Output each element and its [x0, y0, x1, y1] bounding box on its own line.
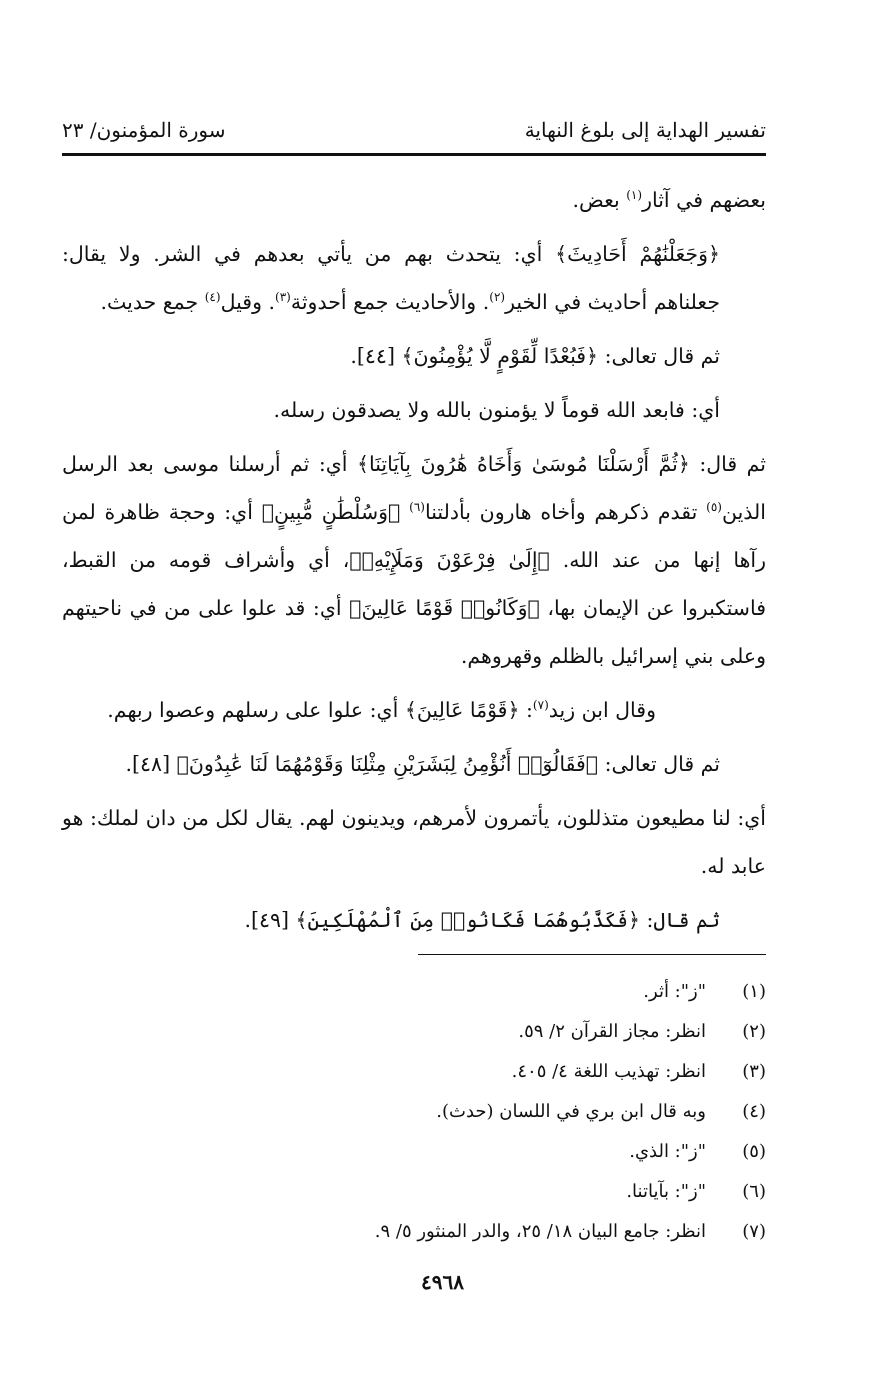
footnote-ref: (٤) — [204, 290, 221, 305]
quran-verse: ﴿ثُمَّ أَرْسَلْنَا مُوسَىٰ وَأَخَاهُ هَٰرُونَ بِآيَاتِنَا﴾ — [356, 452, 690, 476]
footnote-text: انظر: مجاز القرآن ٢/ ٥٩. — [518, 1021, 706, 1042]
body-text: جمع حديث. — [100, 290, 205, 314]
body-text: وقال ابن زيد — [548, 698, 656, 722]
footnote-text: "ز": الذي. — [629, 1141, 706, 1162]
body-text: أي: قد علوا على من في ناحيتهم وعلى بني إسرائيل بالظلم وقهروهم. — [62, 596, 766, 668]
footnote-text: انظر: تهذيب اللغة ٤/ ٤٠٥. — [511, 1061, 706, 1082]
footnote-ref: (٣) — [275, 290, 291, 305]
footnote-ref: (٥) — [706, 500, 722, 515]
footnote-number: (١) — [742, 981, 766, 1002]
body-paragraph — [62, 740, 766, 788]
footnote-ref: (٧) — [532, 698, 549, 713]
footnote-item — [62, 1052, 766, 1092]
body-paragraph — [62, 440, 766, 680]
footnote-item — [62, 1012, 766, 1052]
footnote-item — [62, 1092, 766, 1132]
running-header — [62, 112, 766, 154]
footnote-item — [62, 1172, 766, 1212]
body-text: أي: ثم أرسلنا موسى بعد الرسل الذين — [62, 452, 766, 524]
footnote-number: (٢) — [742, 1021, 766, 1042]
footnote-text: انظر: جامع البيان ١٨/ ٢٥، والدر المنثور ٥/ ٩. — [374, 1221, 706, 1242]
body-text: أي: فابعد الله قوماً لا يؤمنون بالله ولا يصدقون رسله. — [273, 398, 720, 422]
footnote-text: "ز": بآياتنا. — [626, 1181, 706, 1202]
footnote-item — [62, 972, 766, 1012]
tafsir-body — [62, 176, 766, 950]
body-text: تقدم ذكرهم وأخاه هارون بأدلتنا — [424, 500, 707, 524]
footnote-number: (٧) — [742, 1221, 766, 1242]
footnote-ref: (١) — [626, 188, 643, 203]
body-paragraph — [62, 794, 766, 890]
body-text: ثم قال: — [689, 452, 767, 476]
quran-verse: ﴿فَبُعْدًا لِّقَوْمٍ لَّا يُؤْمِنُونَ﴾ — [401, 344, 599, 368]
body-text: بعض. — [572, 188, 627, 212]
footnote-text: "ز": أثر. — [643, 981, 706, 1002]
body-paragraph — [62, 386, 766, 434]
body-text: أي: لنا مطيعون متذللون، يأتمرون لأمرهم، ويدينون لهم. يقال لكل من دان لملك: هو عابد له. — [62, 806, 766, 878]
quran-verse: ﴿إِلَىٰ فِرْعَوْنَ وَمَلَإِيْهِۦ﴾ — [349, 548, 550, 572]
quran-verse: ﴿قَوْمًا عَالِينَ﴾ — [404, 698, 520, 722]
body-text: [٤٨]. — [125, 752, 177, 776]
footnote-number: (٤) — [742, 1101, 766, 1122]
body-paragraph — [62, 230, 766, 326]
body-text: [٤٩]. — [244, 908, 296, 932]
footnote-number: (٣) — [742, 1061, 766, 1082]
body-text: ثم قال تعالى: — [598, 752, 720, 776]
body-text: أي: وحجة ظاهرة لمن رآها إنها من عند الله. — [62, 500, 766, 572]
body-text: أي: علوا على رسلهم وعصوا ربهم. — [107, 698, 405, 722]
footnotes — [62, 972, 766, 1252]
header-rule — [62, 153, 766, 156]
quran-verse: ﴿وَكَانُوا۟ قَوْمًا عَالِينَ﴾ — [349, 596, 540, 620]
book-title: تفسير الهداية إلى بلوغ النهاية — [524, 118, 766, 142]
body-text: : — [519, 698, 533, 722]
body-paragraph — [62, 686, 766, 734]
page-number: ٤٩٦٨ — [421, 1270, 464, 1294]
body-text: ثم قال: — [640, 908, 720, 932]
footnote-rule — [418, 954, 766, 955]
body-text: أي: يتحدث بهم من يأتي بعدهم في الشر. ولا يقال: جعلناهم أحاديث في الخير — [62, 242, 720, 314]
body-text: بعضهم في آثار — [642, 188, 766, 212]
footnote-item — [62, 1132, 766, 1172]
footnote-text: وبه قال ابن بري في اللسان (حدث). — [436, 1101, 706, 1122]
body-paragraph — [62, 896, 766, 944]
body-text: . والأحاديث جمع أحدوثة — [290, 290, 490, 314]
body-paragraph — [62, 332, 766, 380]
body-text — [400, 500, 409, 524]
quran-verse: ﴿فَكَذَّبُوهُمَا فَكَانُوا۟ مِنَ ٱلْمُهْلَكِينَ﴾ — [295, 908, 640, 932]
quran-verse: ﴿وَسُلْطَٰنٍ مُّبِينٍ﴾ — [261, 500, 401, 524]
footnote-number: (٥) — [742, 1141, 766, 1162]
surah-label: سورة المؤمنون/ ٢٣ — [62, 118, 226, 142]
footnote-ref: (٦) — [409, 500, 425, 515]
footnote-number: (٦) — [742, 1181, 766, 1202]
body-text: . وقيل — [220, 290, 276, 314]
footnote-item — [62, 1212, 766, 1252]
body-text: ، أي وأشراف قومه من القبط، فاستكبروا عن الإيمان بها، — [62, 548, 766, 620]
body-paragraph — [62, 176, 766, 224]
body-text: ثم قال تعالى: — [598, 344, 720, 368]
quran-verse: ﴿وَجَعَلْنَٰهُمْ أَحَادِيثَ﴾ — [555, 242, 720, 266]
footnote-ref: (٢) — [489, 290, 506, 305]
quran-verse: ﴿فَقَالُوٓا۟ أَنُؤْمِنُ لِبَشَرَيْنِ مِثْلِنَا وَقَوْمُهُمَا لَنَا عَٰبِدُونَ﴾ — [176, 752, 599, 776]
body-text: [٤٤]. — [350, 344, 402, 368]
